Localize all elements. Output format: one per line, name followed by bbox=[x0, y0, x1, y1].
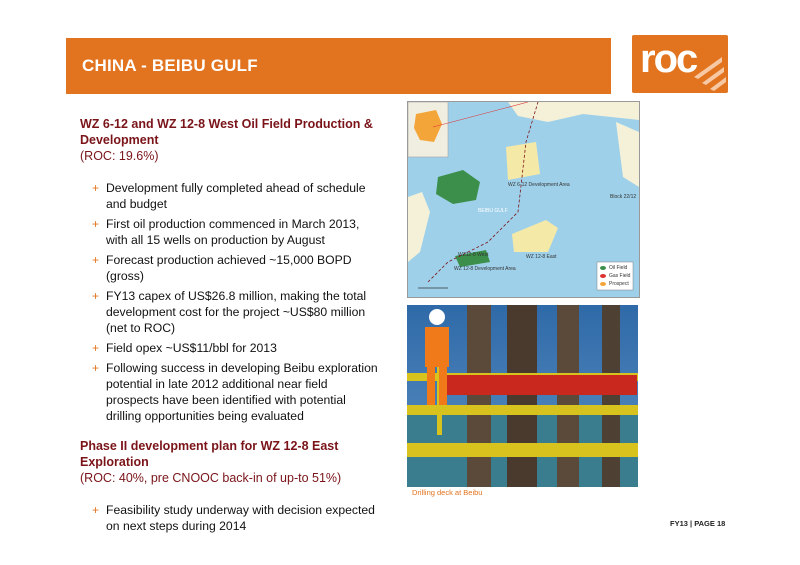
map-label-gulf: BEIBU GULF bbox=[478, 208, 508, 214]
section2-subtitle: (ROC: 40%, pre CNOOC back-in of up-to 51%) bbox=[80, 471, 342, 485]
bullet-item: + Forecast production achieved ~15,000 BOPD (gross) bbox=[92, 253, 352, 283]
map-label-block: Block 22/12 bbox=[610, 194, 637, 200]
beibu-gulf-map bbox=[407, 101, 640, 298]
photo-caption: Drilling deck at Beibu bbox=[412, 488, 483, 497]
section1-subtitle: (ROC: 19.6%) bbox=[80, 149, 159, 163]
plus-icon: + bbox=[92, 253, 100, 267]
company-logo bbox=[632, 35, 728, 93]
plus-icon: + bbox=[92, 217, 100, 231]
map-graphic bbox=[408, 102, 639, 297]
bullet-item: + Feasibility study underway with decision expected on next steps during 2014 bbox=[92, 503, 375, 533]
bullet-item: + FY13 capex of US$26.8 million, making the total development cost for the project ~US$80 million (net to ROC) bbox=[92, 289, 367, 335]
legend-gas: Gas Field bbox=[609, 273, 631, 279]
section2-title: Phase II development plan for WZ 12-8 East Exploration bbox=[80, 439, 339, 469]
plus-icon: + bbox=[92, 361, 100, 375]
bullet-item: + Field opex ~US$11/bbl for 2013 bbox=[92, 341, 277, 355]
section1-title: WZ 6-12 and WZ 12-8 West Oil Field Production & Development bbox=[80, 117, 373, 147]
plus-icon: + bbox=[92, 503, 100, 517]
bullet-item: + Development fully completed ahead of schedule and budget bbox=[92, 181, 366, 211]
map-label-612: WZ 6-12 Development Area bbox=[508, 182, 570, 188]
plus-icon: + bbox=[92, 341, 100, 355]
section2 bbox=[80, 438, 380, 534]
legend-oil: Oil Field bbox=[609, 265, 628, 271]
map-label-west: WZ12-8 West bbox=[458, 252, 489, 258]
legend-prospect: Prospect bbox=[609, 281, 629, 287]
section1-bullets bbox=[80, 180, 380, 424]
page-title: CHINA - BEIBU GULF bbox=[82, 56, 258, 75]
logo-text: roc bbox=[640, 37, 697, 81]
page-number: FY13 | PAGE 18 bbox=[670, 519, 726, 528]
drilling-deck-photo bbox=[407, 305, 638, 487]
bullet-item: + First oil production commenced in March 2013, with all 15 wells on production by August bbox=[92, 217, 360, 247]
plus-icon: + bbox=[92, 289, 100, 303]
section2-bullets bbox=[80, 502, 380, 534]
main-content bbox=[80, 116, 380, 538]
map-label-128: WZ 12-8 Development Area bbox=[454, 266, 516, 272]
map-label-east: WZ 12-8 East bbox=[526, 254, 557, 260]
photo-graphic bbox=[407, 305, 638, 487]
plus-icon: + bbox=[92, 181, 100, 195]
bullet-item: + Following success in developing Beibu exploration potential in late 2012 additional near field prospects have been identified with potential drilling opportunities being evaluated bbox=[92, 361, 378, 423]
logo-stripes-icon bbox=[632, 35, 728, 93]
